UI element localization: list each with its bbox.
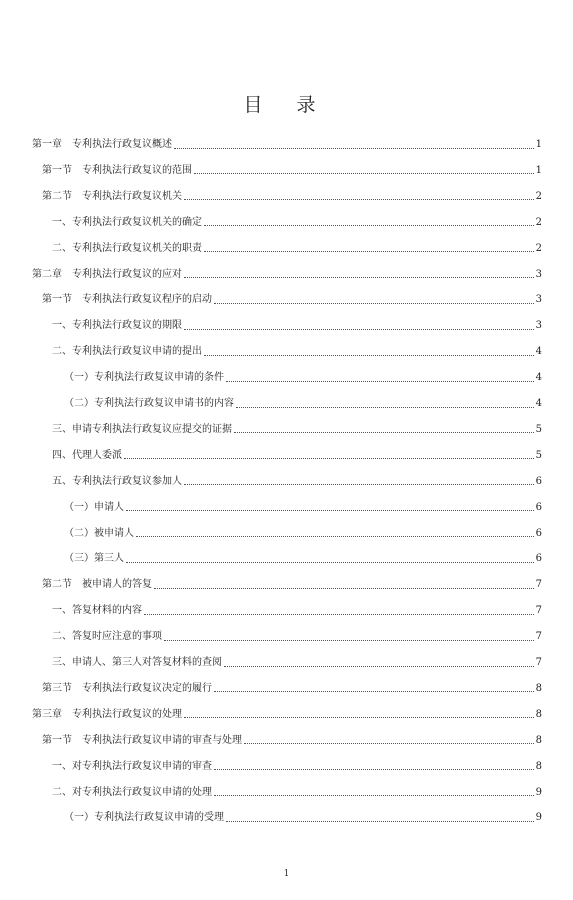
dot-leader: [204, 251, 534, 252]
toc-entry-page: 2: [535, 190, 542, 202]
toc-entry-page: 6: [535, 527, 542, 539]
toc-entry[interactable]: [52, 474, 542, 490]
toc-entry-page: 7: [535, 631, 542, 643]
toc-entry-title: 一、专利执法行政复议的期限: [52, 320, 182, 332]
toc-entry[interactable]: [52, 629, 542, 645]
dot-leader: [226, 381, 534, 382]
dot-leader: [236, 407, 534, 408]
toc-entry-page: 1: [535, 164, 542, 176]
toc-entry-page: 1: [535, 139, 542, 150]
toc-entry-page: 2: [535, 216, 542, 228]
toc-entry[interactable]: [52, 422, 542, 438]
toc-entry-page: 8: [535, 734, 542, 746]
toc-entry-title: 第一节 专利执法行政复议申请的审查与处理: [42, 734, 242, 746]
toc-entry[interactable]: [64, 551, 542, 567]
dot-leader: [214, 769, 534, 770]
toc-entry-page: 5: [535, 423, 542, 435]
toc-entry-title: 五、专利执法行政复议参加人: [52, 475, 182, 487]
toc-entry-page: 4: [535, 372, 542, 384]
toc-entry-title: （一）专利执法行政复议申请的条件: [64, 372, 224, 384]
dot-leader: [184, 277, 534, 278]
toc-entry[interactable]: [42, 163, 542, 179]
toc-entry[interactable]: [64, 526, 542, 542]
dot-leader: [184, 199, 534, 200]
toc-entry-title: （一）申请人: [64, 501, 124, 513]
toc-entry-title: 二、专利执法行政复议申请的提出: [52, 346, 202, 358]
toc-entry-page: 8: [535, 760, 542, 772]
toc-entry-title: 二、专利执法行政复议机关的职责: [52, 242, 202, 254]
toc-entry-page: 6: [535, 501, 542, 513]
toc-entry-title: 一、专利执法行政复议机关的确定: [52, 216, 202, 228]
dot-leader: [144, 614, 534, 615]
dot-leader: [126, 562, 534, 563]
dot-leader: [214, 691, 534, 692]
toc-entry[interactable]: [42, 577, 542, 593]
page-number: 1: [283, 869, 290, 879]
toc-entry-page: 3: [535, 320, 542, 332]
toc-entry-page: 3: [535, 268, 542, 280]
toc-entry-page: 6: [535, 475, 542, 487]
toc-entry[interactable]: [52, 215, 542, 231]
dot-leader: [214, 303, 534, 304]
toc-entry-title: （一）专利执法行政复议申请的受理: [64, 812, 224, 824]
dot-leader: [224, 666, 534, 667]
dot-leader: [184, 484, 534, 485]
dot-leader: [154, 588, 534, 589]
dot-leader: [184, 329, 534, 330]
dot-leader: [126, 510, 534, 511]
dot-leader: [244, 743, 534, 744]
toc-entry-title: 三、申请专利执法行政复议应提交的证据: [52, 423, 232, 435]
toc-entry[interactable]: [52, 344, 542, 360]
toc-entry-page: 4: [535, 346, 542, 358]
dot-leader: [204, 355, 534, 356]
toc-entry-title: 二、答复时应注意的事项: [52, 631, 162, 643]
dot-leader: [184, 717, 534, 718]
toc-entry-title: 第三节 专利执法行政复议决定的履行: [42, 682, 212, 694]
toc-entry[interactable]: [52, 448, 542, 464]
toc-entry-page: 2: [535, 242, 542, 254]
toc-entry[interactable]: [52, 318, 542, 334]
toc-entry-title: 第一节 专利执法行政复议的范围: [42, 164, 192, 176]
toc-entry[interactable]: [52, 603, 542, 619]
toc-entry-title: （三）第三人: [64, 553, 124, 565]
toc-entry[interactable]: [64, 810, 542, 826]
dot-leader: [124, 458, 534, 459]
toc-entry-title: 第一章 专利执法行政复议概述: [32, 139, 172, 150]
toc-entry-title: 三、申请人、第三人对答复材料的查阅: [52, 657, 222, 668]
toc-entry[interactable]: [52, 759, 542, 775]
toc-entry[interactable]: [42, 733, 542, 749]
toc-entry-title: 一、对专利执法行政复议申请的审查: [52, 760, 212, 772]
toc-entry[interactable]: [64, 396, 542, 412]
toc-entry-title: 第二章 专利执法行政复议的应对: [32, 268, 182, 280]
toc-entry[interactable]: [32, 137, 542, 153]
dot-leader: [194, 173, 534, 174]
toc-entry-title: 第一节 专利执法行政复议程序的启动: [42, 294, 212, 306]
dot-leader: [234, 432, 534, 433]
toc-entry-title: （二）被申请人: [64, 527, 134, 539]
dot-leader: [214, 795, 534, 796]
dot-leader: [226, 821, 534, 822]
toc-entry[interactable]: [42, 681, 542, 697]
toc-entry-title: 一、答复材料的内容: [52, 605, 142, 617]
toc-entry[interactable]: [52, 655, 542, 671]
toc-entry-title: 四、代理人委派: [52, 449, 122, 461]
toc-entry-page: 7: [535, 605, 542, 617]
page-title: 目 录: [243, 94, 330, 116]
dot-leader: [204, 225, 534, 226]
toc-entry[interactable]: [42, 292, 542, 308]
toc-entry-page: 8: [535, 708, 542, 720]
toc-entry-page: 4: [535, 398, 542, 409]
toc-entry-title: 第二节 专利执法行政复议机关: [42, 190, 182, 202]
toc-entry[interactable]: [64, 500, 542, 516]
toc-entry[interactable]: [52, 785, 542, 801]
toc-entry-page: 7: [535, 657, 542, 668]
dot-leader: [164, 640, 534, 641]
toc-entry-page: 3: [535, 294, 542, 306]
toc-entry[interactable]: [64, 370, 542, 386]
toc-entry-page: 9: [535, 786, 542, 798]
toc-entry-title: 二、对专利执法行政复议申请的处理: [52, 786, 212, 798]
toc-entry-title: （二）专利执法行政复议申请书的内容: [64, 398, 234, 409]
dot-leader: [174, 148, 534, 149]
toc-entry[interactable]: [32, 267, 542, 283]
dot-leader: [136, 536, 534, 537]
toc-entry-title: 第三章 专利执法行政复议的处理: [32, 708, 182, 720]
toc-entry[interactable]: [32, 707, 542, 723]
toc-entry-page: 5: [535, 449, 542, 461]
toc-entry[interactable]: [42, 189, 542, 205]
toc-entry-page: 8: [535, 682, 542, 694]
toc-entry[interactable]: [52, 241, 542, 257]
toc-entry-page: 7: [535, 579, 542, 591]
toc-entry-page: 6: [535, 553, 542, 565]
toc-entry-page: 9: [535, 812, 542, 824]
toc-entry-title: 第二节 被申请人的答复: [42, 579, 152, 591]
